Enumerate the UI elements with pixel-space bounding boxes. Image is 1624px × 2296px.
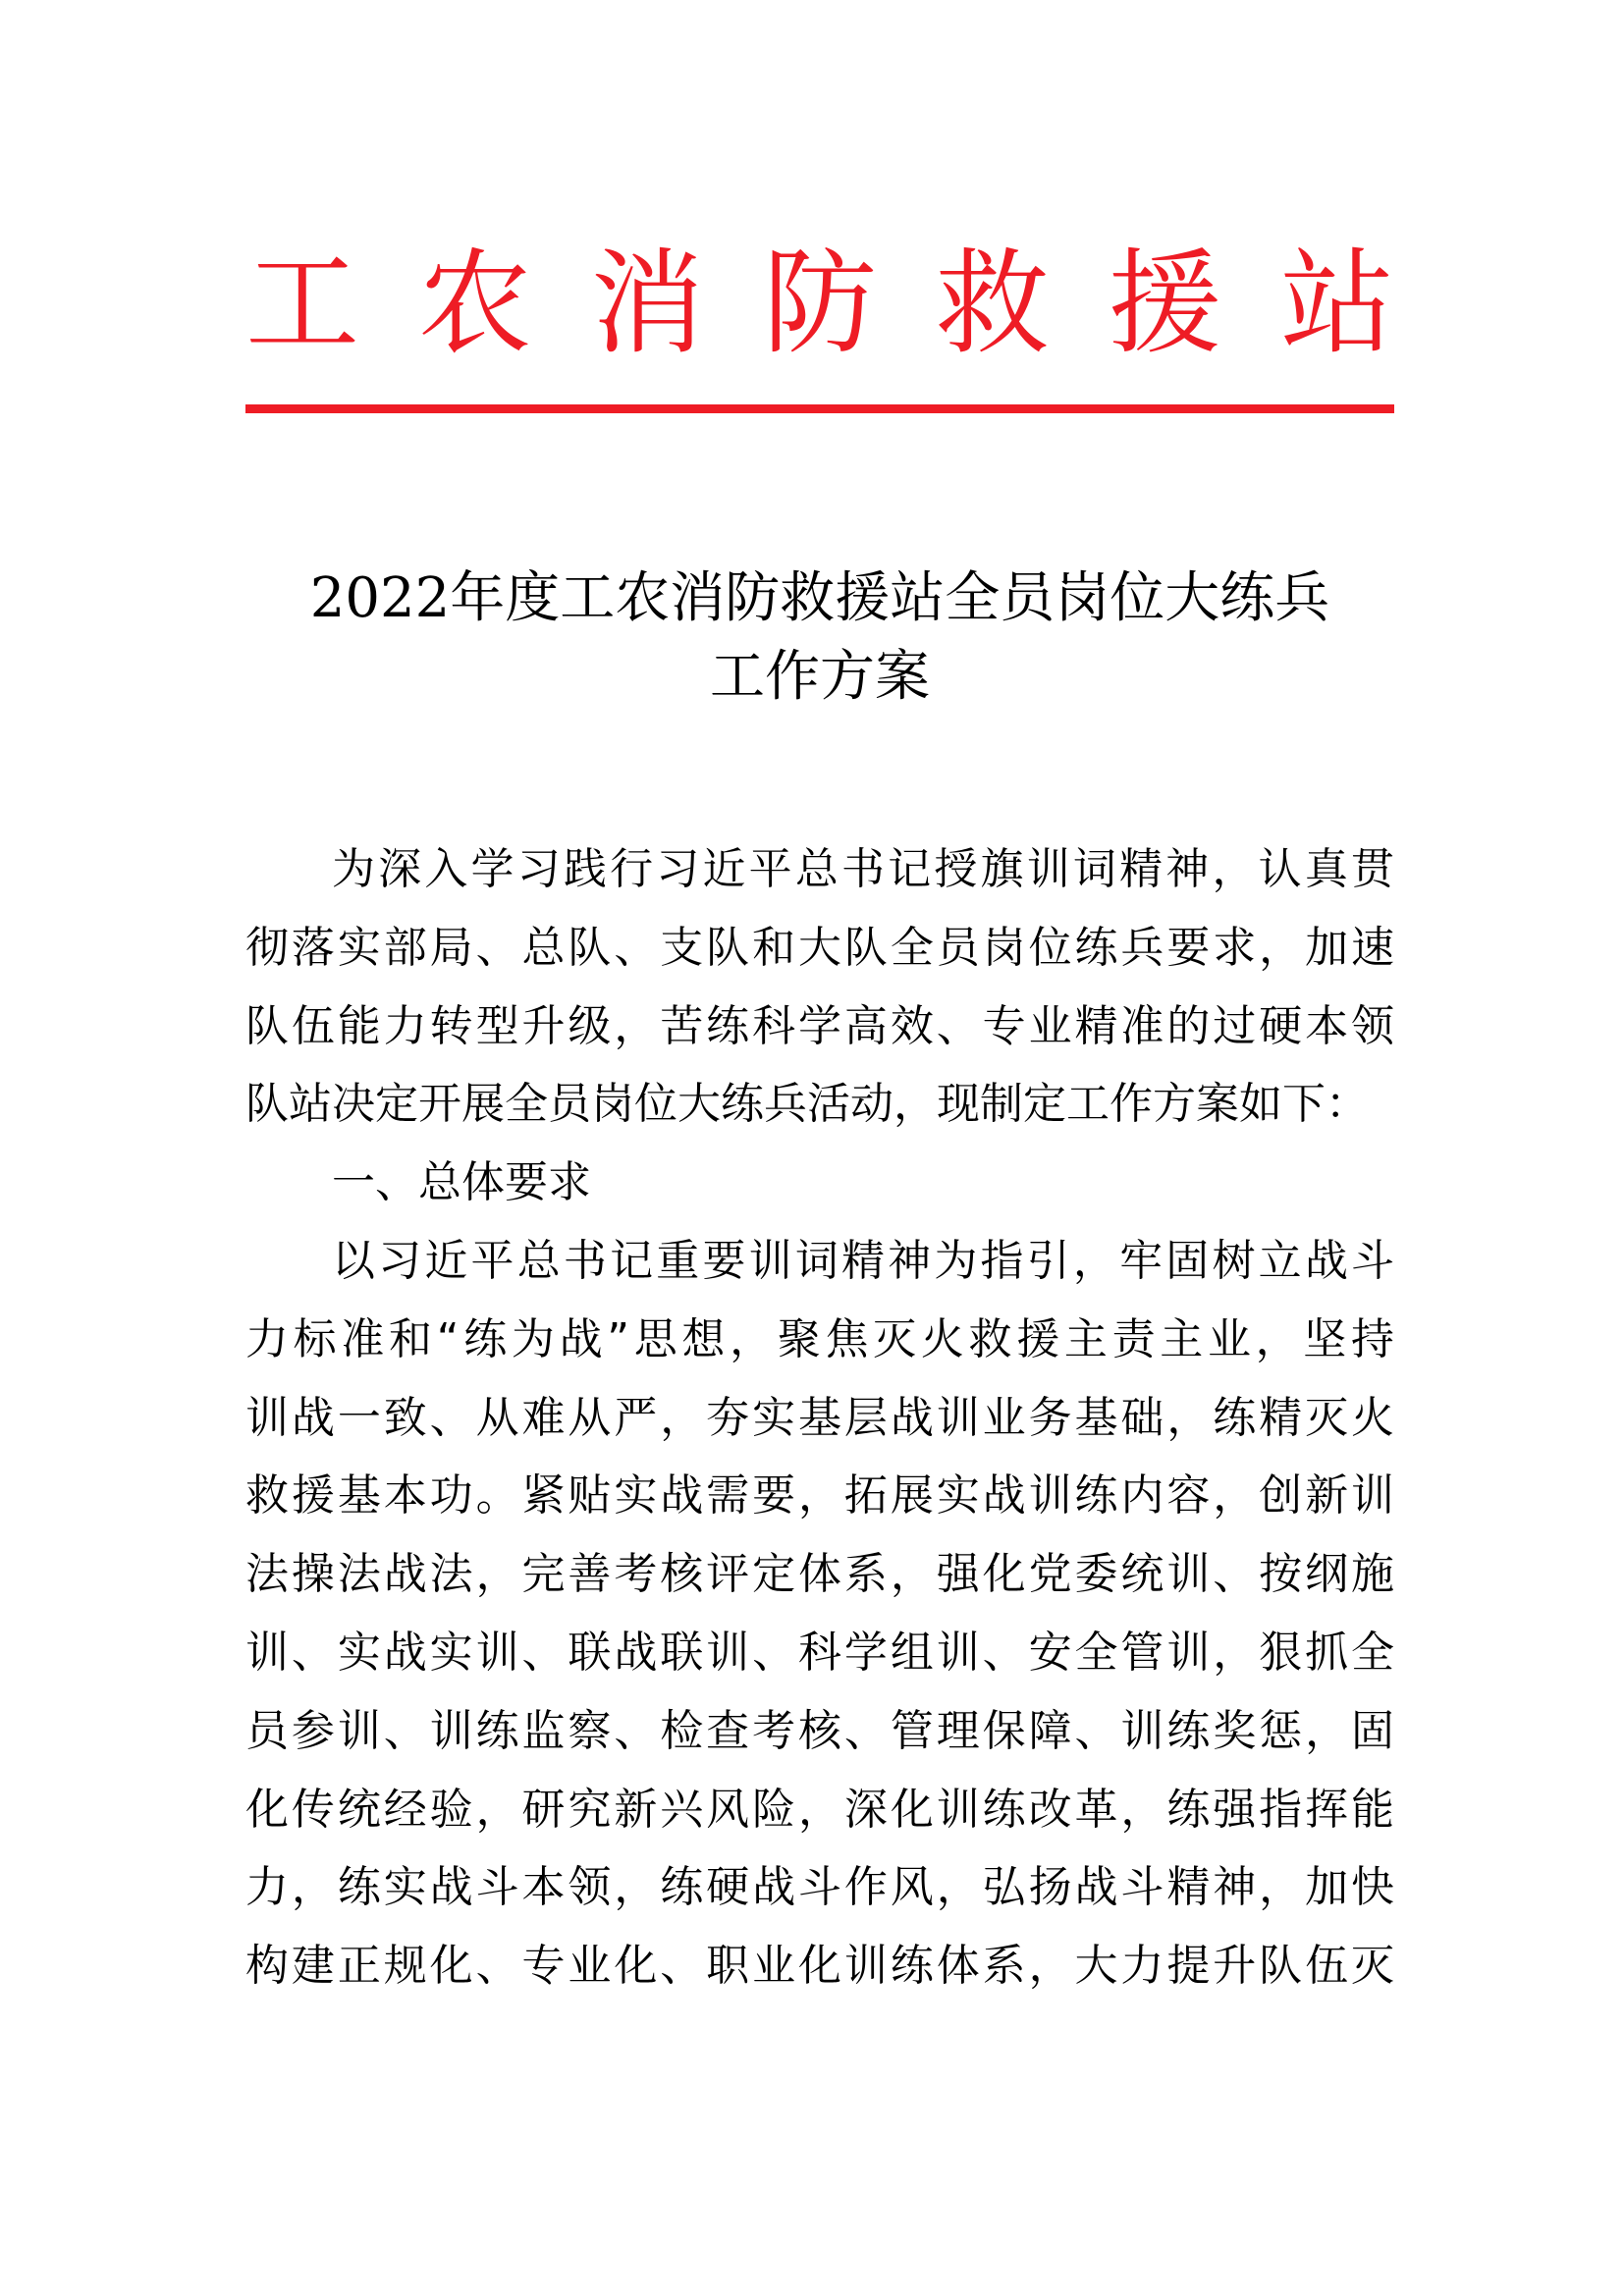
document-body	[245, 830, 1394, 2005]
section-line: 法操法战法，完善考核评定体系，强化党委统训、按纲施	[245, 1549, 1394, 1600]
intro-line: 为深入学习践行习近平总书记授旗训词精神，认真贯	[332, 844, 1394, 894]
letterhead-char: 站	[1279, 238, 1394, 370]
section-line: 训、实战实训、联战联训、科学组训、安全管训，狠抓全	[245, 1627, 1394, 1678]
letterhead-char: 工	[245, 238, 359, 370]
document-title-line-2: 工作方案	[710, 645, 930, 709]
section-line: 化传统经验，研究新兴风险，深化训练改革，练强指挥能	[245, 1784, 1394, 1835]
section-line: 训战一致、从难从严，夯实基层战训业务基础，练精灭火	[245, 1392, 1394, 1443]
letterhead-char: 消	[590, 238, 705, 370]
letterhead-char: 救	[935, 238, 1050, 370]
section-line: 救援基本功。紧贴实战需要，拓展实战训练内容，创新训	[245, 1470, 1394, 1522]
section-line: 以习近平总书记重要训词精神为指引，牢固树立战斗	[332, 1235, 1394, 1286]
intro-line: 彻落实部局、总队、支队和大队全员岗位练兵要求，加速	[245, 922, 1394, 973]
document-title	[245, 560, 1394, 717]
section-line: 员参训、训练监察、检查考核、管理保障、训练奖惩，固	[245, 1705, 1394, 1756]
section-heading: 一、总体要求	[332, 1157, 591, 1208]
letterhead-char: 农	[417, 238, 532, 370]
letterhead	[245, 236, 1394, 373]
document-title-line-1: 2022年度工农消防救援站全员岗位大练兵	[309, 566, 1330, 630]
section-line: 构建正规化、专业化、职业化训练体系，大力提升队伍灭	[245, 1941, 1394, 1992]
letterhead-char: 防	[762, 238, 877, 370]
letterhead-char: 援	[1108, 238, 1222, 370]
letterhead-red-rule	[245, 404, 1394, 413]
intro-line: 队站决定开展全员岗位大练兵活动，现制定工作方案如下：	[245, 1079, 1369, 1130]
intro-line: 队伍能力转型升级，苦练科学高效、专业精准的过硬本领	[245, 1000, 1394, 1051]
section-line: 力，练实战斗本领，练硬战斗作风，弘扬战斗精神，加快	[245, 1862, 1394, 1913]
section-line: 力标准和“练为战”思想，聚焦灭火救援主责主业，坚持	[245, 1313, 1394, 1364]
